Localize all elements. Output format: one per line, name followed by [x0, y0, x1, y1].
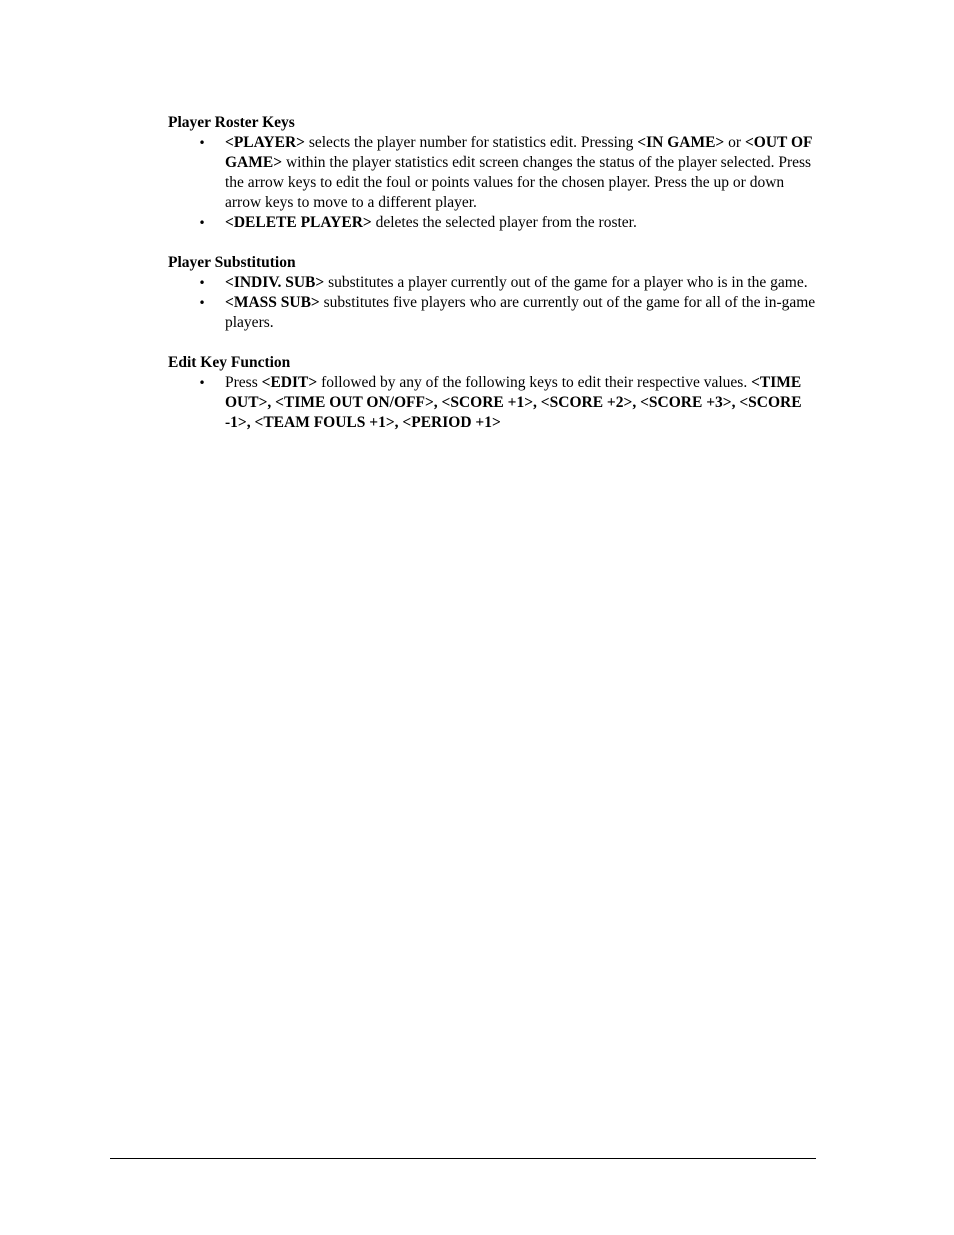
list-item — [168, 273, 818, 293]
section-player-roster-keys — [168, 113, 818, 233]
key-name: <INDIV. SUB> — [225, 274, 325, 291]
section-heading: Player Substitution — [168, 254, 296, 271]
text-run: substitutes five players who are currently out of the game for all of the in-game players. — [225, 294, 816, 331]
section-edit-key-function — [168, 353, 818, 433]
document-body — [168, 113, 818, 453]
key-name: <PLAYER> — [225, 134, 305, 151]
section-heading: Player Roster Keys — [168, 114, 295, 131]
bullet-icon: • — [198, 296, 206, 310]
text-run: substitutes a player currently out of the game for a player who is in the game. — [324, 274, 808, 291]
bullet-icon: • — [198, 276, 206, 290]
section-heading: Edit Key Function — [168, 354, 291, 371]
text-run: Press — [225, 374, 262, 391]
footer-divider — [110, 1158, 816, 1159]
list-item — [168, 373, 818, 433]
bullet-icon: • — [198, 136, 206, 150]
list-item — [168, 293, 818, 333]
text-run: followed by any of the following keys to edit their respective values. — [317, 374, 752, 391]
list-item — [168, 133, 818, 213]
bullet-list — [168, 373, 818, 433]
bullet-list — [168, 133, 818, 233]
text-run: within the player statistics edit screen changes the status of the player selected. Press the arrow keys to edit the foul or points values for the chosen player. Press the up or down arrow keys to move to a different player. — [225, 154, 812, 211]
text-run: selects the player number for statistics edit. Pressing — [304, 134, 638, 151]
list-item — [168, 213, 818, 233]
section-player-substitution — [168, 253, 818, 333]
key-name: <IN GAME> — [637, 134, 725, 151]
bullet-list — [168, 273, 818, 333]
key-list: <TIME OUT>, <TIME OUT ON/OFF>, <SCORE +1>, <SCORE +2>, <SCORE +3>, <SCORE -1>, <TEAM FOULS +1>, <PERIOD +1> — [225, 374, 802, 431]
key-name: <DELETE PLAYER> — [225, 214, 372, 231]
text-run: or — [724, 134, 745, 151]
key-name: <MASS SUB> — [225, 294, 320, 311]
key-name: <EDIT> — [261, 374, 318, 391]
text-run: deletes the selected player from the roster. — [371, 214, 637, 231]
bullet-icon: • — [198, 376, 206, 390]
bullet-icon: • — [198, 216, 206, 230]
key-name: <OUT OF GAME> — [225, 134, 812, 171]
